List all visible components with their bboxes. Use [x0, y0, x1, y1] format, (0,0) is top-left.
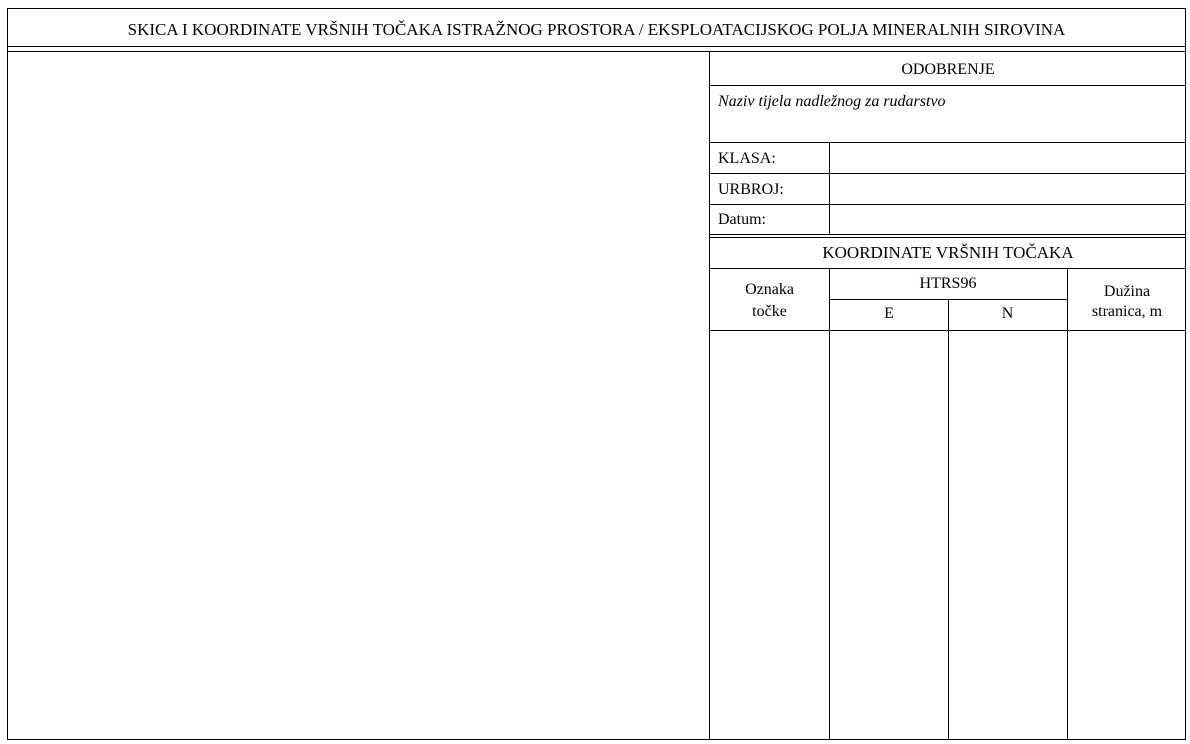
urbroj-field[interactable] [830, 174, 1186, 204]
klasa-label: KLASA: [718, 150, 776, 167]
coordinates-top-divider-1 [709, 234, 1186, 235]
coordinates-heading: KOORDINATE VRŠNIH TOČAKA [822, 243, 1074, 262]
datum-label: Datum: [718, 211, 766, 228]
col-length-label-2: stranica, m [1091, 303, 1163, 320]
col-system-label: HTRS96 [919, 275, 977, 292]
col-point-label-1: Oznaka [745, 281, 794, 298]
authority-label: Naziv tijela nadležnog za rudarstvo [718, 93, 946, 110]
form-title: SKICA I KOORDINATE VRŠNIH TOČAKA ISTRAŽNOG PROSTORA / EKSPLOATACIJSKOG POLJA MINERALNIH SIROVINA [127, 20, 1066, 39]
col-n-label: N [1001, 305, 1014, 322]
authority-field[interactable] [710, 112, 1186, 142]
cell-n[interactable] [949, 331, 1067, 739]
klasa-field[interactable] [830, 143, 1186, 173]
col-length-label-1: Dužina [1103, 283, 1151, 300]
cell-length[interactable] [1068, 331, 1185, 739]
urbroj-label: URBROJ: [718, 181, 784, 198]
sketch-area[interactable] [8, 52, 709, 739]
cell-point[interactable] [710, 331, 829, 739]
approval-heading-divider [709, 85, 1186, 86]
cell-e[interactable] [830, 331, 948, 739]
col-e-label: E [884, 305, 894, 322]
datum-field[interactable] [830, 205, 1186, 234]
approval-heading: ODOBRENJE [901, 61, 995, 78]
col-point-label-2: točke [752, 303, 787, 320]
approval-label-column-divider [829, 142, 830, 235]
title-divider-1 [7, 46, 1186, 47]
coordinates-heading-divider [709, 268, 1186, 269]
coordinates-top-divider-2 [709, 237, 1186, 238]
